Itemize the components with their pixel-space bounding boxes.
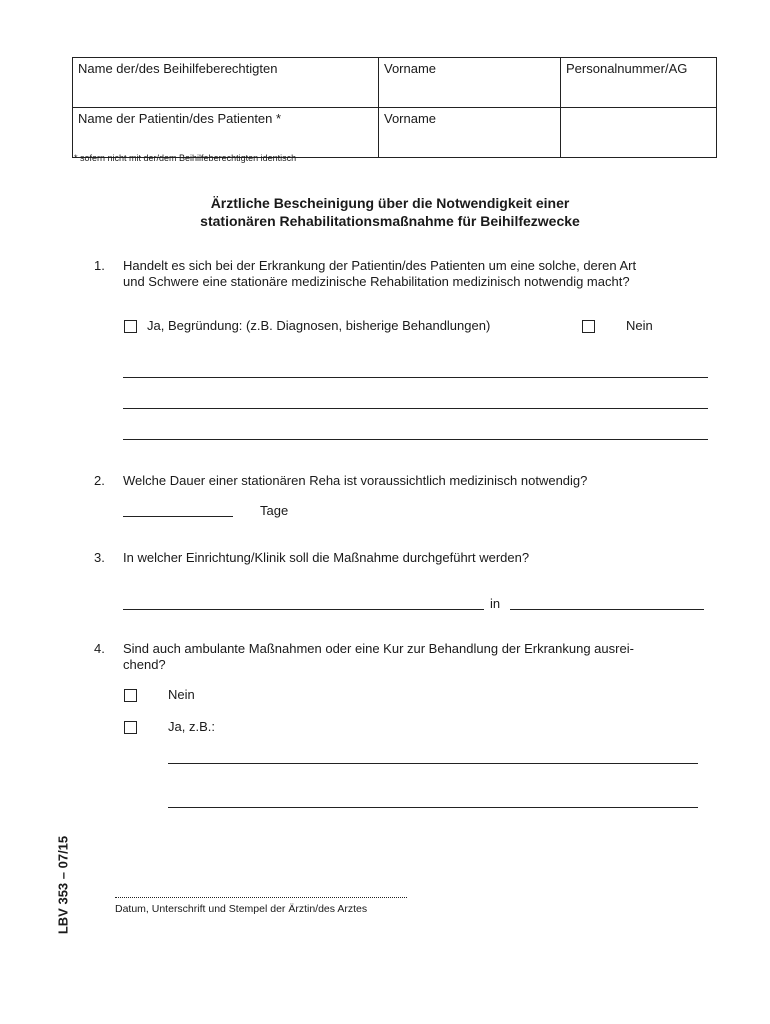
q1-number: 1. — [94, 258, 105, 273]
signature-label: Datum, Unterschrift und Stempel der Ärztin/des Arztes — [115, 903, 368, 915]
q1-no-checkbox[interactable] — [582, 320, 595, 333]
q4-yes-checkbox[interactable] — [124, 721, 137, 734]
document-title — [60, 194, 720, 230]
beneficiary-name-field[interactable] — [73, 58, 379, 108]
patient-name-label: Name der Patientin/des Patienten * — [78, 111, 282, 126]
q2-days-field[interactable] — [123, 516, 233, 517]
q3-number: 3. — [94, 550, 105, 565]
q4-yes-label: Ja, z.B.: — [168, 719, 215, 734]
signature-line[interactable] — [115, 897, 407, 898]
beneficiary-first-name-label: Vorname — [384, 61, 437, 76]
beneficiary-name-label: Name der/des Beihilfeberechtigten — [78, 61, 278, 76]
personnel-number-label: Personalnummer/AG — [566, 61, 688, 76]
q4-number: 4. — [94, 641, 105, 656]
form-code-text: LBV 353 – 07/15 — [55, 835, 71, 935]
title-line-2: stationären Rehabilitationsmaßnahme für Beihilfezwecke — [200, 213, 580, 229]
q1-text-line-2: und Schwere eine stationäre medizinische Rehabilitation medizinisch notwendig macht? — [123, 274, 630, 289]
q3-facility-field[interactable] — [123, 609, 484, 610]
q4-text — [123, 641, 698, 673]
q4-no-checkbox[interactable] — [124, 689, 137, 702]
patient-first-name-field[interactable] — [379, 108, 561, 158]
q1-answer-line-1[interactable] — [123, 377, 708, 378]
q1-answer-line-3[interactable] — [123, 439, 708, 440]
patient-extra-field[interactable] — [561, 108, 717, 158]
beneficiary-first-name-field[interactable] — [379, 58, 561, 108]
q1-text-line-1: Handelt es sich bei der Erkrankung der Patientin/des Patienten um eine solche, deren Art — [123, 258, 637, 273]
q4-text-line-1: Sind auch ambulante Maßnahmen oder eine Kur zur Behandlung der Erkrankung ausrei- — [123, 641, 634, 656]
q3-location-field[interactable] — [510, 609, 704, 610]
personnel-number-field[interactable] — [561, 58, 717, 108]
header-row-beneficiary — [73, 58, 717, 108]
patient-first-name-label: Vorname — [384, 111, 437, 126]
q1-answer-line-2[interactable] — [123, 408, 708, 409]
q2-number: 2. — [94, 473, 105, 488]
q3-in-label: in — [490, 596, 501, 611]
q3-text: In welcher Einrichtung/Klinik soll die Maßnahme durchgeführt werden? — [123, 550, 530, 565]
form-code — [56, 830, 70, 940]
header-row-patient — [73, 108, 717, 158]
q4-answer-line-1[interactable] — [168, 763, 698, 764]
q1-no-label: Nein — [626, 318, 653, 333]
q2-text: Welche Dauer einer stationären Reha ist voraussichtlich medizinisch notwendig? — [123, 473, 588, 488]
q4-text-line-2: chend? — [123, 657, 166, 672]
header-table — [72, 57, 717, 158]
q1-text — [123, 258, 698, 290]
q4-no-label: Nein — [168, 687, 195, 702]
q4-answer-line-2[interactable] — [168, 807, 698, 808]
q1-yes-label: Ja, Begründung: (z.B. Diagnosen, bisherige Behandlungen) — [147, 318, 491, 333]
q2-days-unit: Tage — [260, 503, 289, 518]
footnote: * sofern nicht mit der/dem Beihilfeberechtigten identisch — [74, 153, 297, 163]
q1-yes-checkbox[interactable] — [124, 320, 137, 333]
title-line-1: Ärztliche Bescheinigung über die Notwendigkeit einer — [210, 195, 570, 211]
patient-name-field[interactable] — [73, 108, 379, 158]
